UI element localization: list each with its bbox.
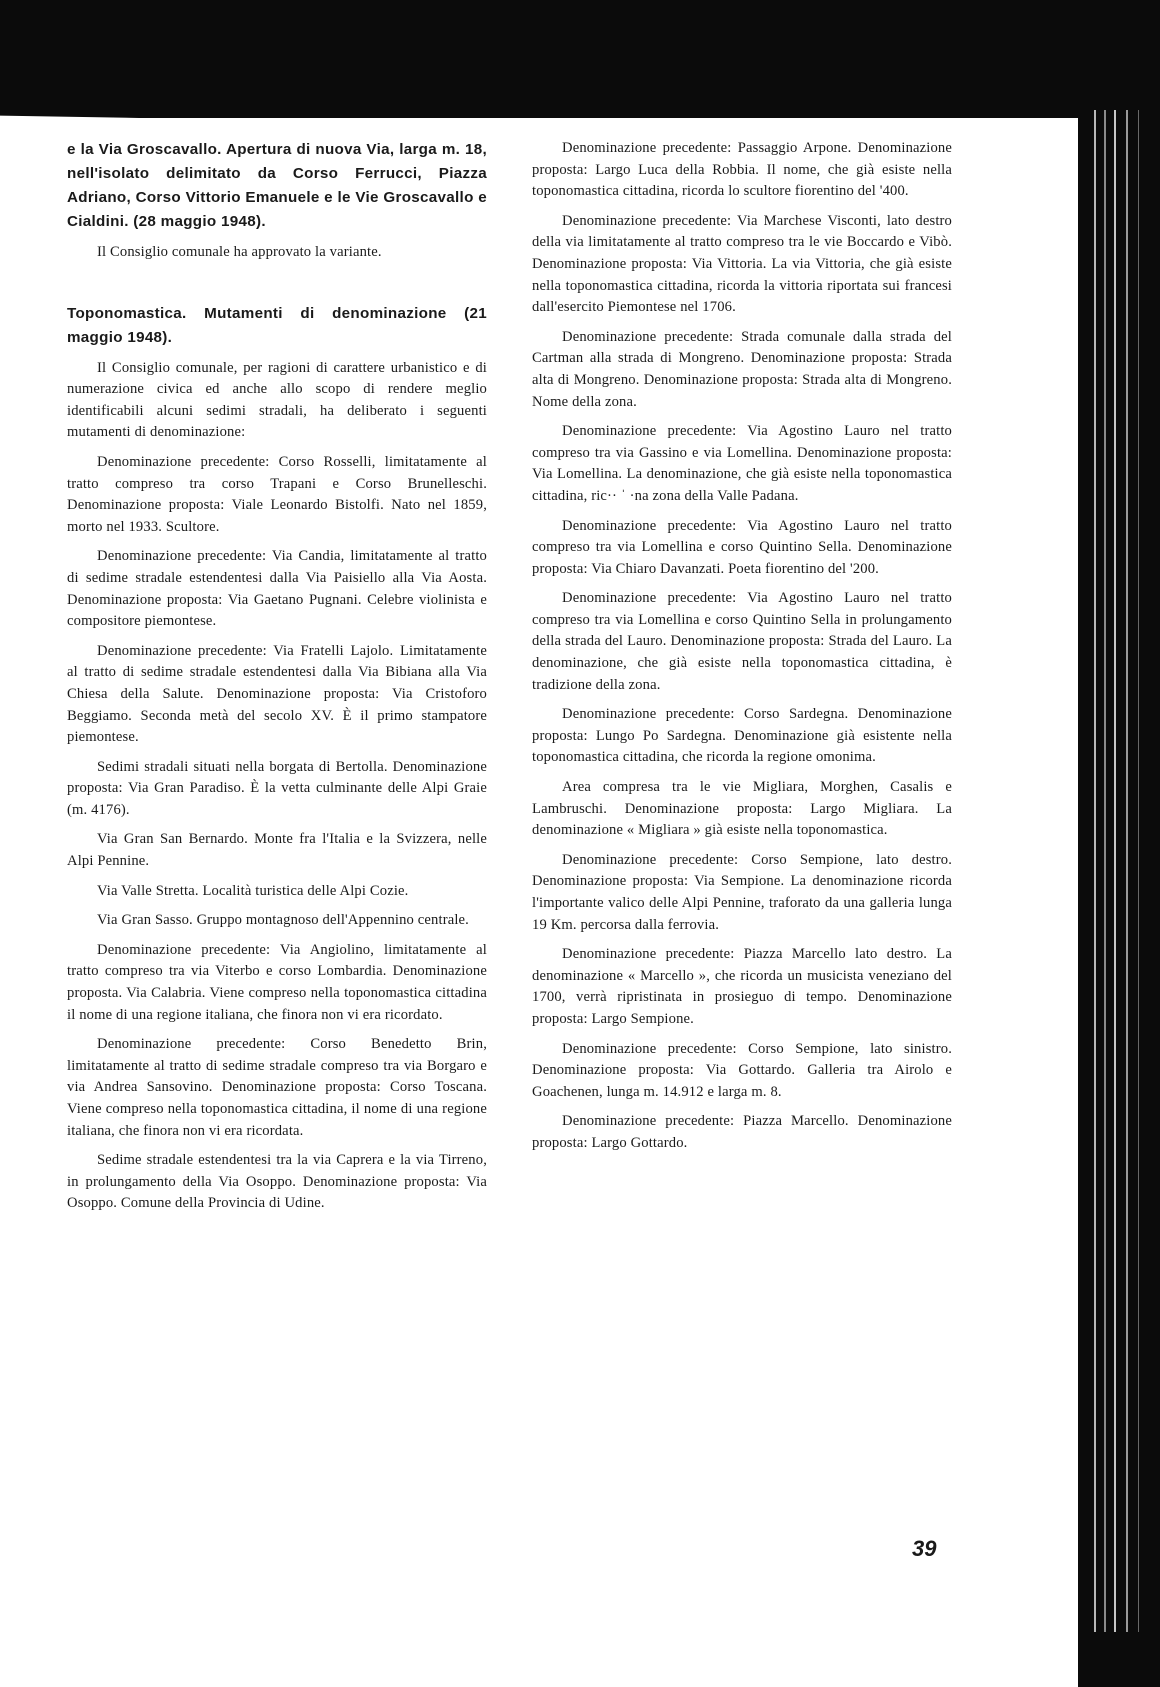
paragraph: Denominazione precedente: Via Agostino Lauro nel tratto compreso tra via Lomellina e corso Quintino Sella in prolungamento della strada del Lauro. Denominazione proposta: Strada del Lauro. La denominazione, che già esiste nella toponomastica cittadina, è tradizione della zona. [532, 590, 952, 693]
paragraph: Via Gran San Bernardo. Monte fra l'Italia e la Svizzera, nelle Alpi Pennine. [67, 831, 487, 870]
paragraph: Denominazione precedente: Via Angiolino, limitatamente al tratto compreso tra via Viterbo e corso Lombardia. Denominazione proposta. Via Calabria. Viene compreso nella toponomastica cittadina il nome di una regione italiana, che finora non vi era ricordato. [67, 941, 487, 1023]
section-heading: Toponomastica. Mutamenti di denominazione (21 maggio 1948). [67, 304, 487, 346]
paragraph: Denominazione precedente: Via Fratelli Lajolo. Limitatamente al tratto di sedime stradale estendentesi dalla Via Bibiana alla Via Chiesa della Salute. Denominazione proposta: Via Cristoforo Beggiamo. Seconda metà del secolo XV. È il primo stampatore piemontese. [67, 642, 487, 746]
paragraph: Denominazione precedente: Via Agostino Lauro nel tratto compreso tra via Lomellina e corso Quintino Sella. Denominazione proposta: Via Chiaro Davanzati. Poeta fiorentino del '200. [532, 517, 952, 577]
paragraph: Denominazione precedente: Piazza Marcello. Denominazione proposta: Largo Gottardo. [532, 1113, 952, 1151]
paragraph: e la Via Groscavallo. Apertura di nuova Via, larga m. 18, nell'isolato delimitato da Corso Ferrucci, Piazza Adriano, Corso Vittorio Emanuele e le Vie Groscavallo e Cialdini. (28 maggio 1948). [67, 141, 487, 230]
page-edge-stripe [1126, 110, 1128, 1632]
paragraph: Denominazione precedente: Passaggio Arpone. Denominazione proposta: Largo Luca della Robbia. Il nome, che già esiste nella toponomastica cittadina, ricorda lo scultore fiorentino del '400. [532, 140, 952, 200]
left-column [67, 138, 487, 1223]
scan-right-border [1078, 0, 1160, 1687]
scan-top-border [0, 0, 1160, 118]
paragraph: Area compresa tra le vie Migliara, Morghen, Casalis e Lambruschi. Denominazione proposta: Largo Migliara. La denominazione « Migliara » già esiste nella toponomastica. [532, 779, 952, 839]
paragraph: Il Consiglio comunale, per ragioni di carattere urbanistico e di numerazione civica ed anche allo scopo di rendere meglio identificabili alcuni sedimi stradali, ha deliberato i seguenti mutamenti di denominazione: [67, 359, 487, 441]
paragraph: Via Valle Stretta. Località turistica delle Alpi Cozie. [97, 882, 409, 899]
paragraph: Sedime stradale estendentesi tra la via Caprera e la via Tirreno, in prolungamento della Via Osoppo. Denominazione proposta: Via Osoppo. Comune della Provincia di Udine. [67, 1152, 487, 1212]
paragraph: Denominazione precedente: Via Agostino Lauro nel tratto compreso tra via Gassino e via Lomellina. Denominazione proposta: Via Lomellina. La denominazione, che già esiste nella toponomastica cittadina, ric·· ˈ ·na zona della Valle Padana. [532, 423, 952, 504]
page-number: 39 [912, 1536, 937, 1561]
paragraph: Denominazione precedente: Corso Sempione, lato destro. Denominazione proposta: Via Sempione. La denominazione ricorda l'importante valico delle Alpi Pennine, traforato da una galleria lunga 19 Km. percorsa dalla ferrovia. [532, 851, 952, 933]
paragraph: Denominazione precedente: Via Candia, limitatamente al tratto di sedime stradale estendentesi dalla Via Paisiello alla Via Aosta. Denominazione proposta: Via Gaetano Pugnani. Celebre violinista e compositore piemontese. [67, 548, 487, 630]
paragraph: Denominazione precedente: Piazza Marcello lato destro. La denominazione « Marcello », che ricorda un musicista veneziano del 1700, verrà ripristinata in prosieguo di tempo. Denominazione proposta: Largo Sempione. [532, 946, 952, 1027]
paragraph: Sedimi stradali situati nella borgata di Bertolla. Denominazione proposta: Via Gran Paradiso. È la vetta culminante delle Alpi Graie (m. 4176). [67, 758, 487, 818]
page-edge-stripe [1114, 110, 1116, 1632]
paragraph: Denominazione precedente: Corso Sardegna. Denominazione proposta: Lungo Po Sardegna. Denominazione già esistente nella toponomastica cittadina, che ricorda la regione omonima. [532, 706, 952, 766]
right-column [532, 138, 952, 1163]
paragraph: Denominazione precedente: Strada comunale dalla strada del Cartman alla strada di Mongreno. Denominazione proposta: Strada alta di Mongreno. Denominazione proposta: Strada alta di Mongreno. Nome della zona. [532, 328, 952, 410]
paragraph: Via Gran Sasso. Gruppo montagnoso dell'Appennino centrale. [97, 912, 469, 929]
paragraph: Denominazione precedente: Corso Sempione, lato sinistro. Denominazione proposta: Via Gottardo. Galleria tra Airolo e Goachenen, lunga m. 14.912 e larga m. 8. [532, 1040, 952, 1100]
page-edge-stripe [1104, 110, 1106, 1632]
page-edge-stripe [1094, 110, 1096, 1632]
paragraph: Denominazione precedente: Corso Rosselli, limitatamente al tratto compreso tra corso Trapani e Corso Brunelleschi. Denominazione proposta: Viale Leonardo Bistolfi. Nato nel 1859, morto nel 1933. Scultore. [67, 453, 487, 535]
paragraph: Denominazione precedente: Corso Benedetto Brin, limitatamente al tratto di sedime stradale compreso tra via Borgaro e via Andrea Sansovino. Denominazione proposta: Corso Toscana. Viene compreso nella toponomastica cittadina, il nome di una regione italiana, che finora non vi era ricordata. [67, 1036, 487, 1139]
page-top-edge [0, 118, 1078, 128]
paragraph: Denominazione precedente: Via Marchese Visconti, lato destro della via limitatamente al tratto compreso tra le vie Boccardo e Vibò. Denominazione proposta: Via Vittoria. La via Vittoria, che già esiste nella toponomastica cittadina, ricorda la vittoria riportata sui francesi dall'esercito Piemontese nel 1706. [532, 212, 952, 316]
page-edge-stripe [1138, 110, 1139, 1632]
paragraph: Il Consiglio comunale ha approvato la variante. [97, 244, 382, 260]
